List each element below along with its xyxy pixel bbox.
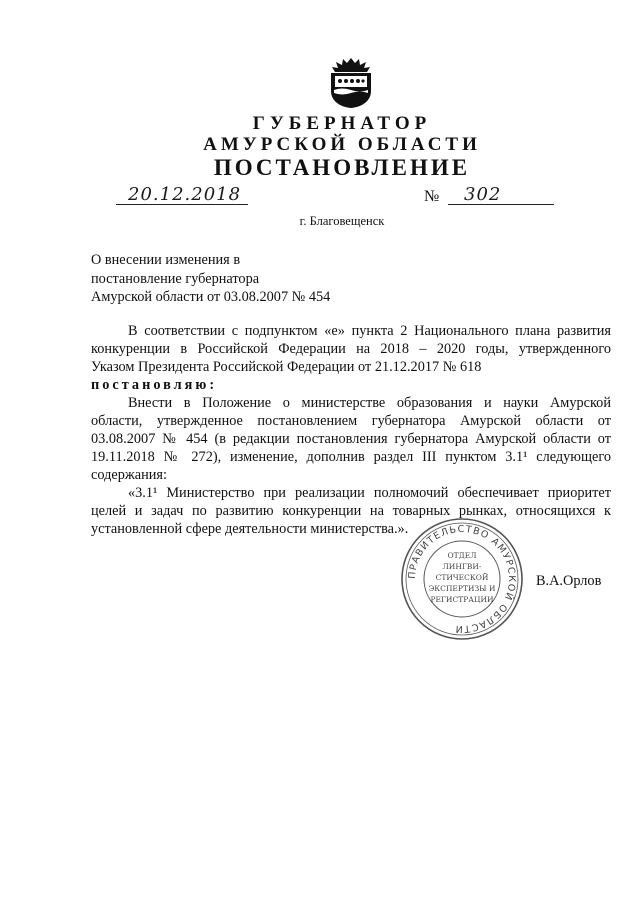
- title-line: О внесении изменения в: [91, 252, 241, 268]
- clause-line: установленной сфере деятельности министерства.».: [91, 521, 409, 537]
- stamp-center-line: РЕГИСТРАЦИИ: [430, 595, 494, 604]
- stamp-center-line: ЛИНГВИ-: [442, 562, 482, 571]
- resolution-line: области, утвержденное постановлением губернатора Амурской области от: [91, 413, 611, 429]
- stamp-center-line: СТИЧЕСКОЙ: [435, 573, 489, 582]
- coat-of-arms-icon: [326, 57, 376, 109]
- resolution-line: Внести в Положение о министерстве образования и науки Амурской: [128, 395, 611, 411]
- clause-line: целей и задач по развитию конкуренции на товарных рынках, относящихся к: [91, 503, 611, 519]
- number-label: №: [424, 188, 440, 205]
- resolution-line: 03.08.2007 № 454 (в редакции постановления губернатора Амурской области от: [91, 431, 611, 447]
- title-line: постановление губернатора: [91, 270, 260, 287]
- date-field: [116, 186, 248, 208]
- signature-name: В.А.Орлов: [536, 573, 602, 589]
- official-stamp: [398, 515, 526, 643]
- stamp-ring-text: ПРАВИТЕЛЬСТВО АМУРСКОЙ ОБЛАСТИ: [406, 523, 518, 635]
- document-title: [91, 251, 330, 307]
- resolve-word: постановляю:: [91, 377, 218, 393]
- resolution-line: содержания:: [91, 467, 167, 483]
- resolution-line: 19.11.2018 № 272), изменение, дополнив раздел III пунктом 3.1¹ следующего: [91, 449, 611, 465]
- header-governor: ГУБЕРНАТОР: [252, 113, 432, 134]
- stamp-center-line: ЭКСПЕРТИЗЫ И: [428, 584, 496, 593]
- city: г. Благовещенск: [299, 214, 385, 228]
- preamble-line: Указом Президента Российской Федерации от 21.12.2017 № 618: [91, 359, 482, 375]
- preamble-line: В соответствии с подпунктом «е» пункта 2 Национального плана развития: [128, 323, 611, 339]
- handwritten-number: 302: [464, 184, 502, 205]
- document-type: ПОСТАНОВЛЕНИЕ: [213, 155, 471, 180]
- title-line: Амурской области от 03.08.2007 № 454: [91, 289, 331, 305]
- preamble-line: конкуренции в Российской Федерации на 2018 – 2020 годы, утвержденного: [91, 341, 611, 357]
- header-region: АМУРСКОЙ ОБЛАСТИ: [203, 134, 481, 155]
- number-field: [448, 186, 554, 208]
- clause-line: «3.1¹ Министерство при реализации полномочий обеспечивает приоритет: [128, 485, 611, 501]
- stamp-center-line: ОТДЕЛ: [447, 551, 477, 560]
- handwritten-date: 20.12.2018: [128, 184, 242, 205]
